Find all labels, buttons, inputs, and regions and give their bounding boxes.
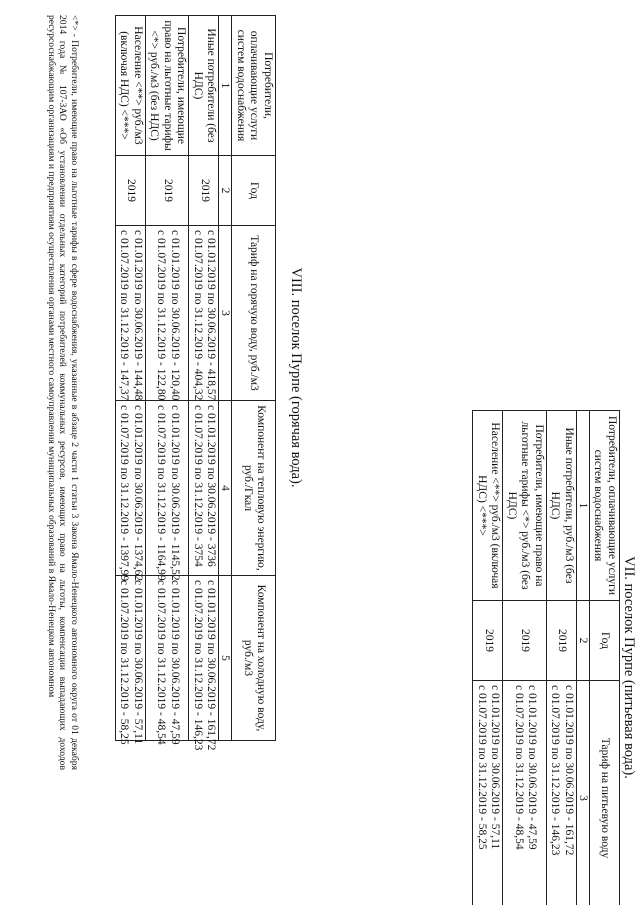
table-row [116, 16, 146, 741]
tariff-line: с 01.07.2019 по 31.12.2019 - 147,37 [118, 230, 131, 401]
column-number-row [219, 16, 232, 741]
footnote-text: <*> - Потребители, имеющие право на льготные тарифы в сфере водоснабжения, указанные в абзаце 2 части 1 статьи 3 Закона Ямало-Ненецкого автономного округа от 01 декабря 2014 года № 107-ЗАО «Об установлении отдельных категорий потребителей коммунальных ресурсов, имеющих право на льготы, компенсации выпадающих доходов ресурсоснабжающим организациям и предприятиям осуществления органами местного самоуправления муниципальных образований в Ямало-Ненецком автономном [46, 15, 80, 770]
table-row [503, 411, 547, 905]
section-7-title: VII. поселок Пурпе (питьевая вода). [621, 556, 637, 779]
consumer-cell: Потребители, имеющие право на льготные тарифы <*> руб./м3 (без НДС) [146, 16, 190, 156]
tariff-cell [116, 226, 146, 401]
column-number: 1 [577, 411, 590, 601]
table-header-row [590, 411, 620, 905]
consumer-cell: Потребители, имеющие право на льготные тарифы <*> руб./м3 (без НДС) [503, 411, 547, 601]
heat-line: с 01.01.2019 по 30.06.2019 - 1145,52 [168, 405, 181, 581]
header-consumers: Потребители, оплачивающие услуги систем водоснабжения [232, 16, 276, 156]
tariff-cell [189, 226, 219, 401]
header-heat-component: Компонент на тепловую энергию, руб./Гкал [232, 401, 276, 576]
heat-line: с 01.01.2019 по 30.06.2019 - 3736 [205, 405, 218, 567]
consumer-cell: Население <**> руб./м3 (включая НДС) <***> [473, 411, 503, 601]
tariff-cell [473, 681, 503, 905]
table-row [189, 16, 219, 741]
cold-component-cell [189, 576, 219, 751]
heat-component-cell [116, 401, 146, 582]
heat-line: с 01.01.2019 по 30.06.2019 - 1374,62 [132, 405, 144, 582]
table-header-row [232, 16, 276, 741]
table-row [473, 411, 503, 905]
tariff-cell [503, 681, 547, 905]
consumer-cell: Население <**> руб./м3 (включая НДС) <***> [116, 16, 146, 156]
tariff-line: с 01.07.2019 по 31.12.2019 - 122,80 [155, 230, 168, 401]
section-8-title: VIII. поселок Пурпе (горячая вода). [288, 267, 304, 488]
tariff-cell [547, 681, 577, 905]
cold-line: с 01.07.2019 по 31.12.2019 - 48,54 [155, 580, 168, 745]
heat-line: с 01.07.2019 по 31.12.2019 - 1397,99 [118, 405, 131, 582]
column-number: 3 [577, 681, 590, 905]
year-cell: 2019 [116, 156, 146, 226]
hot-water-tariff-table [115, 15, 276, 751]
header-year: Год [590, 601, 620, 681]
tariff-line: с 01.07.2019 по 31.12.2019 - 48,54 [512, 685, 525, 850]
heat-component-cell [146, 401, 190, 581]
year-cell: 2019 [547, 601, 577, 681]
tariff-line: с 01.01.2019 по 30.06.2019 - 120,40 [168, 230, 181, 401]
column-number: 3 [219, 226, 232, 401]
tariff-line: с 01.07.2019 по 31.12.2019 - 404,32 [192, 230, 204, 401]
tariff-line: с 01.01.2019 по 30.06.2019 - 57,11 [489, 685, 502, 850]
drinking-water-tariff-table [473, 410, 621, 905]
consumer-cell: Иные потребители (без НДС) [189, 16, 219, 156]
column-number: 4 [219, 401, 232, 576]
column-number: 2 [219, 156, 232, 226]
column-number: 1 [219, 16, 232, 156]
header-cold-component: Компонент на холодную воду, руб./м3 [232, 576, 276, 741]
tariff-line: с 01.01.2019 по 30.06.2019 - 47,59 [526, 685, 539, 850]
table-row [146, 16, 190, 741]
tariff-line: с 01.01.2019 по 30.06.2019 - 144,48 [132, 230, 144, 401]
year-cell: 2019 [503, 601, 547, 681]
heat-line: с 01.07.2019 по 31.12.2019 - 3754 [192, 405, 204, 567]
tariff-line: с 01.07.2019 по 31.12.2019 - 146,23 [549, 685, 562, 856]
cold-line: с 01.07.2019 по 31.12.2019 - 58,25 [118, 580, 131, 745]
header-tariff: Тариф на горячую воду, руб./м3 [232, 226, 276, 401]
year-cell: 2019 [189, 156, 219, 226]
header-year: Год [232, 156, 276, 226]
cold-component-cell [116, 576, 146, 745]
heat-line: с 01.07.2019 по 31.12.2019 - 1164,99 [155, 405, 168, 581]
cold-line: с 01.07.2019 по 31.12.2019 - 146,23 [192, 580, 204, 751]
year-cell: 2019 [473, 601, 503, 681]
header-tariff: Тариф на питьевую воду [590, 681, 620, 905]
tariff-line: с 01.01.2019 по 30.06.2019 - 418,57 [205, 230, 218, 401]
cold-line: с 01.01.2019 по 30.06.2019 - 57,11 [132, 580, 144, 745]
cold-line: с 01.01.2019 по 30.06.2019 - 161,72 [205, 580, 218, 751]
header-consumers: Потребители, оплачивающие услуги систем водоснабжения [590, 411, 620, 601]
column-number: 5 [219, 576, 232, 741]
heat-component-cell [189, 401, 219, 576]
consumer-cell: Иные потребители, руб./м3 (без НДС) [547, 411, 577, 601]
tariff-cell [146, 226, 190, 401]
column-number: 2 [577, 601, 590, 681]
tariff-line: с 01.01.2019 по 30.06.2019 - 161,72 [563, 685, 575, 856]
cold-line: с 01.01.2019 по 30.06.2019 - 47,59 [168, 580, 181, 745]
table-row [547, 411, 577, 905]
column-number-row [577, 411, 590, 905]
tariff-line: с 01.07.2019 по 31.12.2019 - 58,25 [476, 685, 488, 850]
year-cell: 2019 [146, 156, 190, 226]
cold-component-cell [146, 576, 190, 745]
